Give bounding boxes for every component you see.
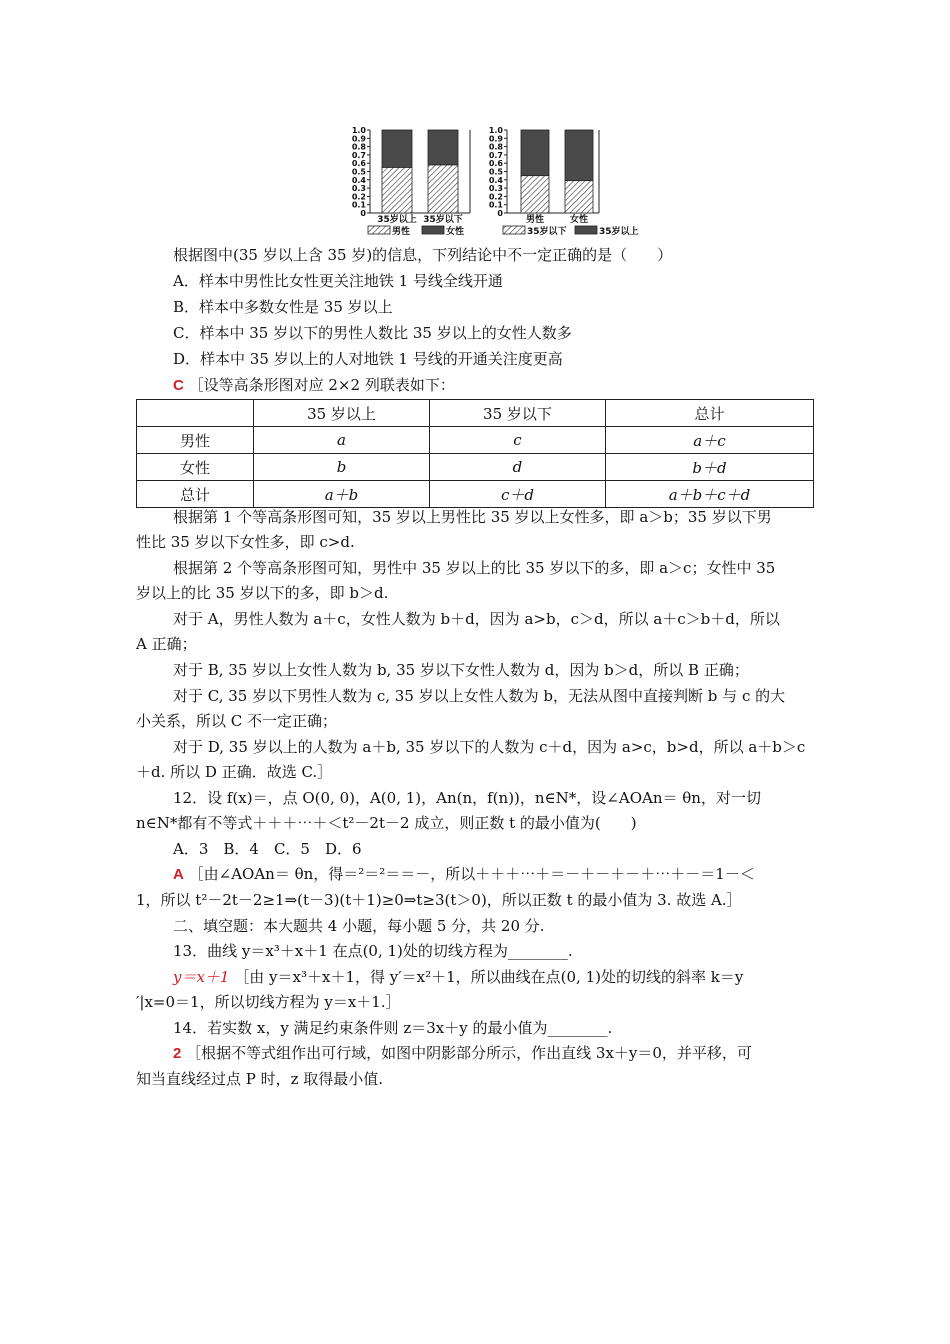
q11-answer: C xyxy=(173,377,184,394)
solution-text: 对于 C, 35 岁以下男性人数为 c, 35 岁以上女性人数为 b，无法从图中直接判断 b 与 c 的大 xyxy=(173,687,786,705)
table-row xyxy=(137,427,814,454)
bar-segment xyxy=(382,167,412,213)
table-cell: 男性 xyxy=(137,427,254,454)
table-cell: 总计 xyxy=(137,481,254,508)
solution-text: 小关系，所以 C 不一定正确； xyxy=(136,712,338,730)
chart-age-gender xyxy=(348,122,480,238)
q13-solution: ′|x=0＝1，所以切线方程为 y＝x＋1.］ xyxy=(136,993,401,1011)
bar-segment xyxy=(521,130,549,176)
section-heading: 二、填空题：本大题共 4 小题，每小题 5 分，共 20 分. xyxy=(173,917,545,935)
solution-text: A 正确； xyxy=(136,635,197,653)
y-tick-label: 0.1 xyxy=(351,200,366,210)
solution-text: 岁以上的比 35 岁以下的多，即 b＞d. xyxy=(136,584,389,602)
bar-segment xyxy=(565,130,593,181)
table-cell: b＋d xyxy=(605,454,813,481)
solution-text: 根据第 2 个等高条形图可知，男性中 35 岁以上的比 35 岁以下的多，即 a＞c；女性中 35 xyxy=(173,559,776,577)
q13-answer: y＝x＋1 xyxy=(173,968,230,986)
table-cell: c xyxy=(429,427,605,454)
legend-label: 女性 xyxy=(446,227,465,237)
q13-answer-line xyxy=(173,967,743,987)
bar-segment xyxy=(428,130,458,165)
q11-answer-lead: ［设等高条形图对应 2×2 列联表如下： xyxy=(188,376,455,394)
legend-label: 男性 xyxy=(392,227,411,237)
y-tick-label: 0.2 xyxy=(488,192,503,202)
y-tick-label: 0.3 xyxy=(351,184,366,194)
y-tick-label: 0.8 xyxy=(488,142,503,152)
q14-answer: 2 xyxy=(173,1045,182,1062)
q11-option-a: A．样本中男性比女性更关注地铁 1 号线全线开通 xyxy=(173,272,503,290)
y-tick-label: 0.7 xyxy=(488,150,503,160)
y-tick-label: 1.0 xyxy=(351,126,366,135)
q12-answer: A xyxy=(173,866,184,883)
y-tick-label: 0.4 xyxy=(351,175,366,185)
x-tick-label: 女性 xyxy=(569,215,589,225)
table-cell: c＋d xyxy=(429,481,605,508)
q11-option-b: B．样本中多数女性是 35 岁以上 xyxy=(173,298,393,316)
y-tick-label: 0.4 xyxy=(488,175,503,185)
legend-label: 35岁以上 xyxy=(599,227,639,237)
q12-stem: n∈N*都有不等式＋＋＋⋯＋＜t²－2t－2 成立，则正数 t 的最小值为( ) xyxy=(136,814,637,832)
table-cell: 35 岁以下 xyxy=(429,400,605,427)
q14-solution: ［根据不等式组作出可行域，如图中阴影部分所示，作出直线 3x＋y＝0，并平移，可 xyxy=(186,1044,752,1062)
y-tick-label: 0.8 xyxy=(351,142,366,152)
table-cell: a＋b＋c＋d xyxy=(605,481,813,508)
table-header-row xyxy=(137,400,814,427)
y-tick-label: 0.3 xyxy=(488,184,503,194)
q13-stem: 13．曲线 y＝x³＋x＋1 在点(0, 1)处的切线方程为________. xyxy=(173,942,573,960)
table-cell: 总计 xyxy=(605,400,813,427)
solution-text: 对于 A，男性人数为 a＋c，女性人数为 b＋d，因为 a>b，c＞d，所以 a＋c＞b＋d，所以 xyxy=(173,610,780,628)
bar-segment xyxy=(521,176,549,213)
y-tick-label: 0.5 xyxy=(351,167,366,177)
y-tick-label: 0 xyxy=(497,209,503,218)
y-tick-label: 0.9 xyxy=(351,134,366,144)
y-tick-label: 1.0 xyxy=(488,126,503,135)
solution-text: ＋d. 所以 D 正确．故选 C.］ xyxy=(136,763,333,781)
q11-option-d: D．样本中 35 岁以上的人对地铁 1 号线的开通关注度更高 xyxy=(173,350,563,368)
contingency-table xyxy=(136,399,814,508)
solution-text: 根据第 1 个等高条形图可知，35 岁以上男性比 35 岁以上女性多，即 a＞b；35 岁以下男 xyxy=(173,508,772,526)
q12-options: A．3 B．4 C．5 D．6 xyxy=(173,840,362,858)
legend-swatch xyxy=(368,226,390,234)
x-tick-label: 35岁以下 xyxy=(423,215,463,225)
table-cell: d xyxy=(429,454,605,481)
x-tick-label: 35岁以上 xyxy=(377,215,417,225)
x-tick-label: 男性 xyxy=(525,215,545,225)
bar-segment xyxy=(382,130,412,167)
y-tick-label: 0.6 xyxy=(488,159,503,169)
table-row xyxy=(137,454,814,481)
y-tick-label: 0.7 xyxy=(351,150,366,160)
solution-text: 对于 D, 35 岁以上的人数为 a＋b, 35 岁以下的人数为 c＋d，因为 a>c，b>d，所以 a＋b＞c xyxy=(173,738,806,756)
table-cell: 女性 xyxy=(137,454,254,481)
table-cell: a xyxy=(254,427,430,454)
q12-solution: 1，所以 t²－2t－2≥1⇒(t－3)(t＋1)≥0⇒t≥3(t＞0)，所以正数 t 的最小值为 3. 故选 A.］ xyxy=(136,891,742,909)
legend-label: 35岁以下 xyxy=(527,227,567,237)
y-tick-label: 0.6 xyxy=(351,159,366,169)
q12-answer-line xyxy=(173,864,755,885)
q14-answer-line xyxy=(173,1043,752,1064)
q14-solution: 知当直线经过点 P 时，z 取得最小值. xyxy=(136,1070,384,1088)
table-row xyxy=(137,481,814,508)
solution-text: 性比 35 岁以下女性多，即 c>d. xyxy=(136,533,355,551)
legend-swatch xyxy=(575,226,597,234)
y-tick-label: 0.1 xyxy=(488,200,503,210)
q12-stem: 12．设 f(x)＝，点 O(0, 0)，A(0, 1)，An(n，f(n))，n∈N*，设∠AOAn＝ θn，对一切 xyxy=(173,789,761,807)
table-cell: 35 岁以上 xyxy=(254,400,430,427)
table-cell xyxy=(137,400,254,427)
bar-segment xyxy=(565,181,593,213)
q11-option-c: C．样本中 35 岁以下的男性人数比 35 岁以上的女性人数多 xyxy=(173,324,572,342)
q11-answer-line xyxy=(173,375,455,396)
y-tick-label: 0 xyxy=(360,209,366,218)
chart-gender-age xyxy=(485,122,655,238)
solution-text: 对于 B, 35 岁以上女性人数为 b, 35 岁以下女性人数为 d，因为 b＞d，所以 B 正确； xyxy=(173,661,749,679)
legend-swatch xyxy=(422,226,444,234)
q14-stem: 14．若实数 x，y 满足约束条件则 z＝3x＋y 的最小值为________. xyxy=(173,1019,613,1037)
q13-solution: ［由 y＝x³＋x＋1，得 y′＝x²＋1，所以曲线在点(0, 1)处的切线的斜率 k＝y xyxy=(234,968,744,986)
table-cell: b xyxy=(254,454,430,481)
q12-solution: ［由∠AOAn＝ θn，得＝²＝²＝＝－，所以＋＋＋⋯＋＝－＋－＋－＋⋯＋－＝1－＜ xyxy=(188,865,755,883)
y-tick-label: 0.2 xyxy=(351,192,366,202)
y-tick-label: 0.5 xyxy=(488,167,503,177)
table-cell: a＋c xyxy=(605,427,813,454)
table-cell: a＋b xyxy=(254,481,430,508)
bar-segment xyxy=(428,165,458,213)
y-tick-label: 0.9 xyxy=(488,134,503,144)
legend-swatch xyxy=(503,226,525,234)
q11-stem: 根据图中(35 岁以上含 35 岁)的信息，下列结论中不一定正确的是（ ） xyxy=(173,246,673,264)
